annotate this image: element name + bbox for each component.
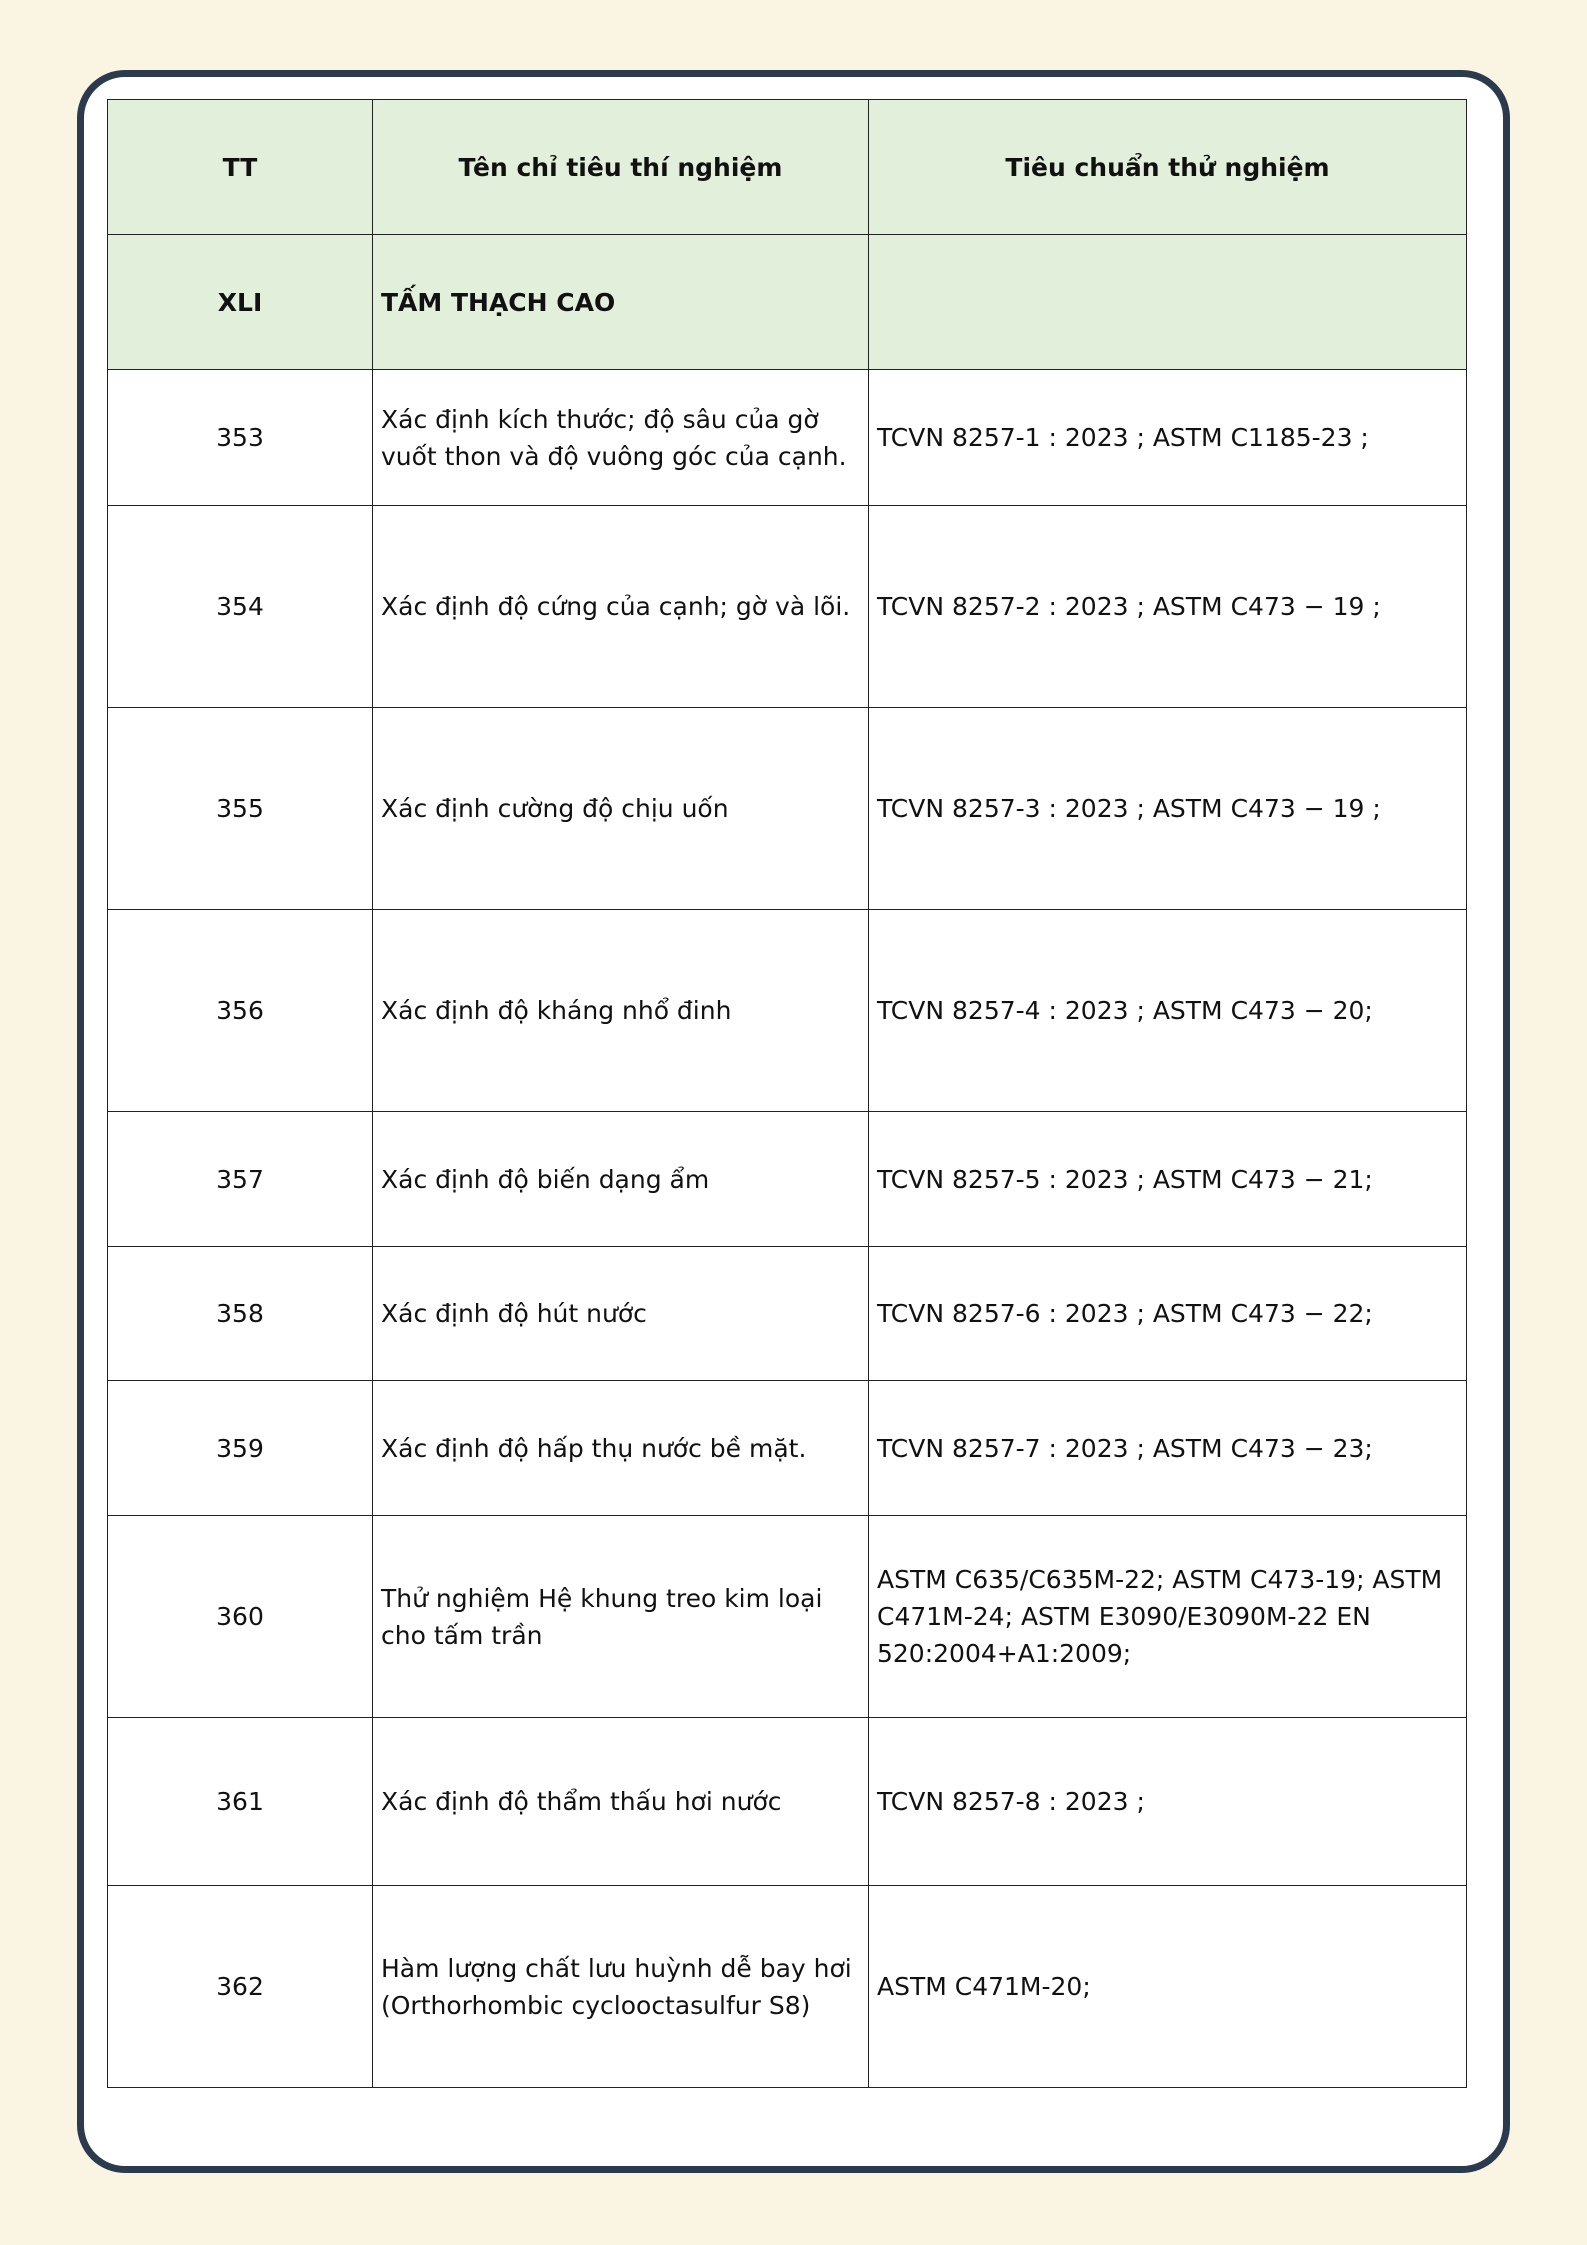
row-test-standard: ASTM C471M-20; bbox=[869, 1886, 1467, 2088]
table-row bbox=[108, 1247, 1467, 1381]
table-row bbox=[108, 1381, 1467, 1516]
row-test-name: Hàm lượng chất lưu huỳnh dễ bay hơi (Orthorhombic cyclooctasulfur S8) bbox=[373, 1886, 869, 2088]
table-header-row bbox=[108, 100, 1467, 235]
table-row bbox=[108, 1516, 1467, 1718]
row-test-standard: TCVN 8257-2 : 2023 ; ASTM C473 − 19 ; bbox=[869, 506, 1467, 708]
row-test-name: Xác định kích thước; độ sâu của gờ vuốt thon và độ vuông góc của cạnh. bbox=[373, 370, 869, 506]
table-row bbox=[108, 1718, 1467, 1886]
header-tt: TT bbox=[108, 100, 373, 235]
group-row bbox=[108, 235, 1467, 370]
row-test-standard: TCVN 8257-1 : 2023 ; ASTM C1185-23 ; bbox=[869, 370, 1467, 506]
row-tt: 362 bbox=[108, 1886, 373, 2088]
row-test-name: Xác định độ cứng của cạnh; gờ và lõi. bbox=[373, 506, 869, 708]
row-tt: 355 bbox=[108, 708, 373, 910]
group-standard bbox=[869, 235, 1467, 370]
table-row bbox=[108, 708, 1467, 910]
table-row bbox=[108, 1112, 1467, 1247]
row-tt: 356 bbox=[108, 910, 373, 1112]
row-tt: 359 bbox=[108, 1381, 373, 1516]
row-test-standard: TCVN 8257-8 : 2023 ; bbox=[869, 1718, 1467, 1886]
row-test-name: Xác định độ hút nước bbox=[373, 1247, 869, 1381]
row-tt: 353 bbox=[108, 370, 373, 506]
row-test-name: Xác định độ thẩm thấu hơi nước bbox=[373, 1718, 869, 1886]
table-row bbox=[108, 370, 1467, 506]
table-row bbox=[108, 506, 1467, 708]
row-test-standard: TCVN 8257-5 : 2023 ; ASTM C473 − 21; bbox=[869, 1112, 1467, 1247]
table-row bbox=[108, 1886, 1467, 2088]
row-tt: 358 bbox=[108, 1247, 373, 1381]
test-standards-table bbox=[107, 99, 1467, 2088]
row-test-standard: TCVN 8257-4 : 2023 ; ASTM C473 − 20; bbox=[869, 910, 1467, 1112]
group-name: TẤM THẠCH CAO bbox=[373, 235, 869, 370]
header-test-standard: Tiêu chuẩn thử nghiệm bbox=[869, 100, 1467, 235]
row-test-standard: TCVN 8257-7 : 2023 ; ASTM C473 − 23; bbox=[869, 1381, 1467, 1516]
row-tt: 357 bbox=[108, 1112, 373, 1247]
row-tt: 354 bbox=[108, 506, 373, 708]
row-test-standard: TCVN 8257-6 : 2023 ; ASTM C473 − 22; bbox=[869, 1247, 1467, 1381]
row-test-standard: TCVN 8257-3 : 2023 ; ASTM C473 − 19 ; bbox=[869, 708, 1467, 910]
row-tt: 360 bbox=[108, 1516, 373, 1718]
row-test-name: Xác định độ hấp thụ nước bề mặt. bbox=[373, 1381, 869, 1516]
row-tt: 361 bbox=[108, 1718, 373, 1886]
row-test-name: Xác định độ biến dạng ẩm bbox=[373, 1112, 869, 1247]
row-test-standard: ASTM C635/C635M-22; ASTM C473-19; ASTM C471M-24; ASTM E3090/E3090M-22 EN 520:2004+A1:2009; bbox=[869, 1516, 1467, 1718]
table-row bbox=[108, 910, 1467, 1112]
header-test-name: Tên chỉ tiêu thí nghiệm bbox=[373, 100, 869, 235]
group-tt: XLI bbox=[108, 235, 373, 370]
row-test-name: Xác định độ kháng nhổ đinh bbox=[373, 910, 869, 1112]
row-test-name: Xác định cường độ chịu uốn bbox=[373, 708, 869, 910]
row-test-name: Thử nghiệm Hệ khung treo kim loại cho tấm trần bbox=[373, 1516, 869, 1718]
